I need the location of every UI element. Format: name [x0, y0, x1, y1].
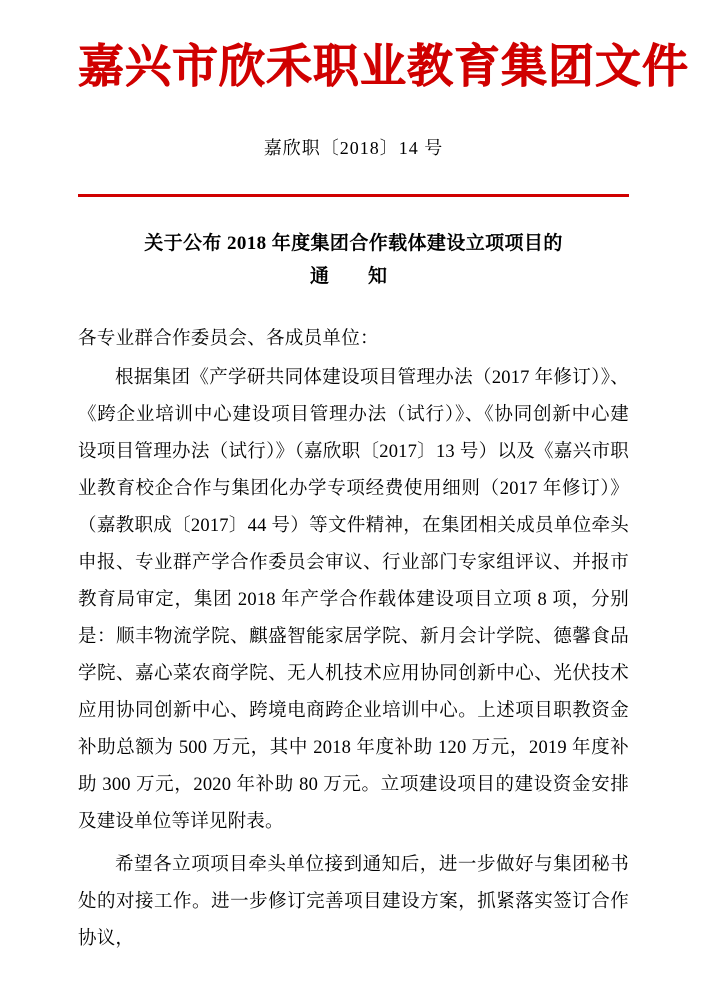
subject-line-2: 通 知: [309, 265, 397, 287]
document-subject: [78, 227, 629, 294]
document-page: [0, 38, 707, 994]
document-number: 嘉欣职〔2018〕14 号: [263, 137, 444, 158]
document-header-title: 嘉兴市欣禾职业教育集团文件: [78, 41, 689, 92]
body-paragraph-2: 希望各立项项目牵头单位接到通知后，进一步做好与集团秘书处的对接工作。进一步修订完善项目建设方案，抓紧落实签订合作协议，: [78, 855, 629, 949]
subject-line-1: 关于公布 2018 年度集团合作载体建设立项项目的: [144, 232, 563, 254]
red-divider-rule: [78, 194, 629, 197]
salutation: 各专业群合作委员会、各成员单位：: [78, 329, 379, 349]
body-paragraph-1: 根据集团《产学研共同体建设项目管理办法（2017 年修订）》、《跨企业培训中心建设项目管理办法（试行）》、《协同创新中心建设项目管理办法（试行）》（嘉欣职〔2017〕13 号）以及《嘉兴市职业教育校企合作与集团化办学专项经费使用细则（2017 年修订）》（嘉教职成〔2017〕44 号）等文件精神，在集团相关成员单位牵头申报、专业群产学合作委员会审议、行业部门专家组评议、并报市教育局审定，集团 2018 年产学合作载体建设项目立项 8 项，分别是：顺丰物流学院、麒盛智能家居学院、新月会计学院、德馨食品学院、嘉心菜农商学院、无人机技术应用协同创新中心、光伏技术应用协同创新中心、跨境电商跨企业培训中心。上述项目职教资金补助总额为 500 万元，其中 2018 年度补助 120 万元，2019 年度补助 300 万元，2020 年补助 80 万元。立项建设项目的建设资金安排及建设单位等详见附表。: [78, 368, 629, 832]
